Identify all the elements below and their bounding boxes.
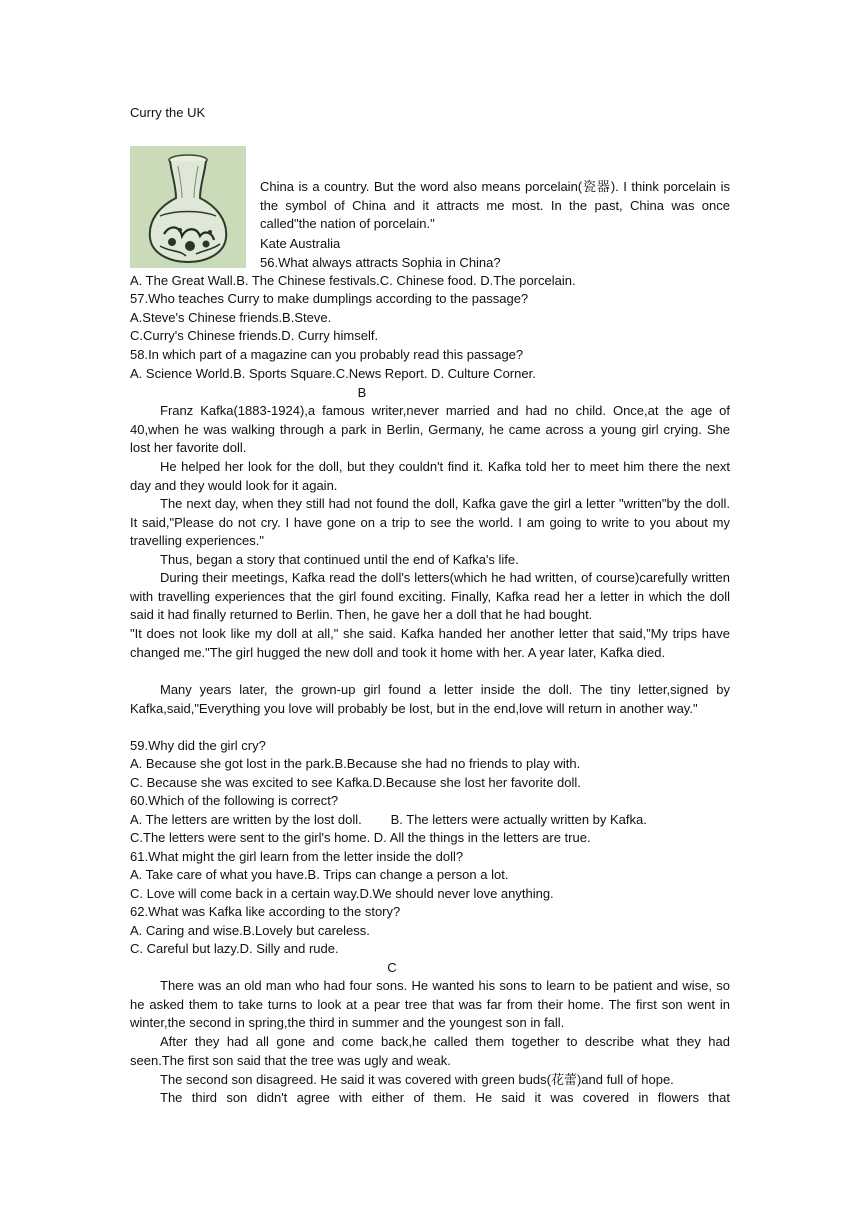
paragraph: The second son disagreed. He said it was covered with green buds(花蕾)and full of hope. — [160, 1072, 674, 1087]
paragraph: "It does not look like my doll at all," she said. Kafka handed her another letter that said,”My trips have changed me."The girl hugged the new doll and took it home with her. A year later, Kafka died. — [130, 626, 730, 660]
paragraph: The next day, when they still had not found the doll, Kafka gave the girl a letter "written"by the doll. It said,"Please do not cry. I have gone on a trip to see the world. I am going to write to you about my travelling experiences." — [130, 496, 730, 549]
intro-paragraph: China is a country. But the word also means porcelain(瓷器). I think porcelain is the symbol of China and it attracts me most. In the past, China was once called"the nation of porcelain." — [260, 179, 730, 232]
paragraph: He helped her look for the doll, but they couldn't find it. Kafka told her to meet him there the next day and they would look for it again. — [130, 459, 730, 493]
question-57-options: A.Steve's Chinese friends.B.Steve. — [130, 310, 332, 325]
question-61: 61.What might the girl learn from the letter inside the doll? — [130, 849, 464, 864]
question-57-options: C.Curry's Chinese friends.D. Curry himself. — [130, 328, 379, 343]
question-60-options: A. The letters are written by the lost doll. B. The letters were actually written by Kafka. — [130, 812, 647, 827]
paragraph: Thus, began a story that continued until the end of Kafka's life. — [160, 552, 519, 567]
question-57: 57.Who teaches Curry to make dumplings according to the passage? — [130, 291, 529, 306]
question-62: 62.What was Kafka like according to the story? — [130, 904, 401, 919]
question-61-options: A. Take care of what you have.B. Trips can change a person a lot. — [130, 867, 509, 882]
question-59-options: C. Because she was excited to see Kafka.D.Because she lost her favorite doll. — [130, 775, 581, 790]
question-62-options: C. Careful but lazy.D. Silly and rude. — [130, 941, 339, 956]
question-59-options: A. Because she got lost in the park.B.Because she had no friends to play with. — [130, 756, 581, 771]
paragraph: Many years later, the grown-up girl found a letter inside the doll. The tiny letter,signed by Kafka,said,"Everything you love will probably be lost, but in the end,love will return in another way." — [130, 682, 730, 716]
question-56: 56.What always attracts Sophia in China? — [260, 255, 501, 270]
question-60: 60.Which of the following is correct? — [130, 793, 339, 808]
question-62-options: A. Caring and wise.B.Lovely but careless. — [130, 923, 370, 938]
document-title: Curry the UK — [130, 105, 206, 120]
question-58-options: A. Science World.B. Sports Square.C.News Report. D. Culture Corner. — [130, 366, 536, 381]
vase-icon — [130, 146, 246, 268]
paragraph: The third son didn't agree with either of them. He said it was covered in flowers that — [160, 1090, 730, 1105]
question-58: 58.In which part of a magazine can you probably read this passage? — [130, 347, 524, 362]
section-b-label: B — [357, 385, 367, 400]
paragraph: During their meetings, Kafka read the doll's letters(which he had written, of course)carefully written with travelling experiences that the girl found exciting. Finally, Kafka read her a letter in which the doll said it had finally returned to Berlin. Then, he gave her a doll that he had bought. — [130, 570, 730, 623]
question-61-options: C. Love will come back in a certain way.D.We should never love anything. — [130, 886, 554, 901]
section-c-label: C — [387, 960, 397, 975]
paragraph: There was an old man who had four sons. He wanted his sons to learn to be patient and wise, so he asked them to take turns to look at a pear tree that was far from their home. The first son went in winter,the second in spring,the third in summer and the youngest son in fall. — [130, 978, 730, 1031]
intro-author: Kate Australia — [260, 236, 341, 251]
question-59: 59.Why did the girl cry? — [130, 738, 266, 753]
paragraph: After they had all gone and come back,he called them together to describe what they had seen.The first son said that the tree was ugly and weak. — [130, 1034, 730, 1068]
question-60-options: C.The letters were sent to the girl's home. D. All the things in the letters are true. — [130, 830, 591, 845]
porcelain-vase-image — [130, 146, 246, 268]
question-56-options: A. The Great Wall.B. The Chinese festivals.C. Chinese food. D.The porcelain. — [130, 273, 576, 288]
paragraph: Franz Kafka(1883-1924),a famous writer,never married and had no child. Once,at the age of 40,when he was walking through a park in Berlin, Germany, he came across a young girl crying. She lost her favorite doll. — [130, 403, 730, 456]
